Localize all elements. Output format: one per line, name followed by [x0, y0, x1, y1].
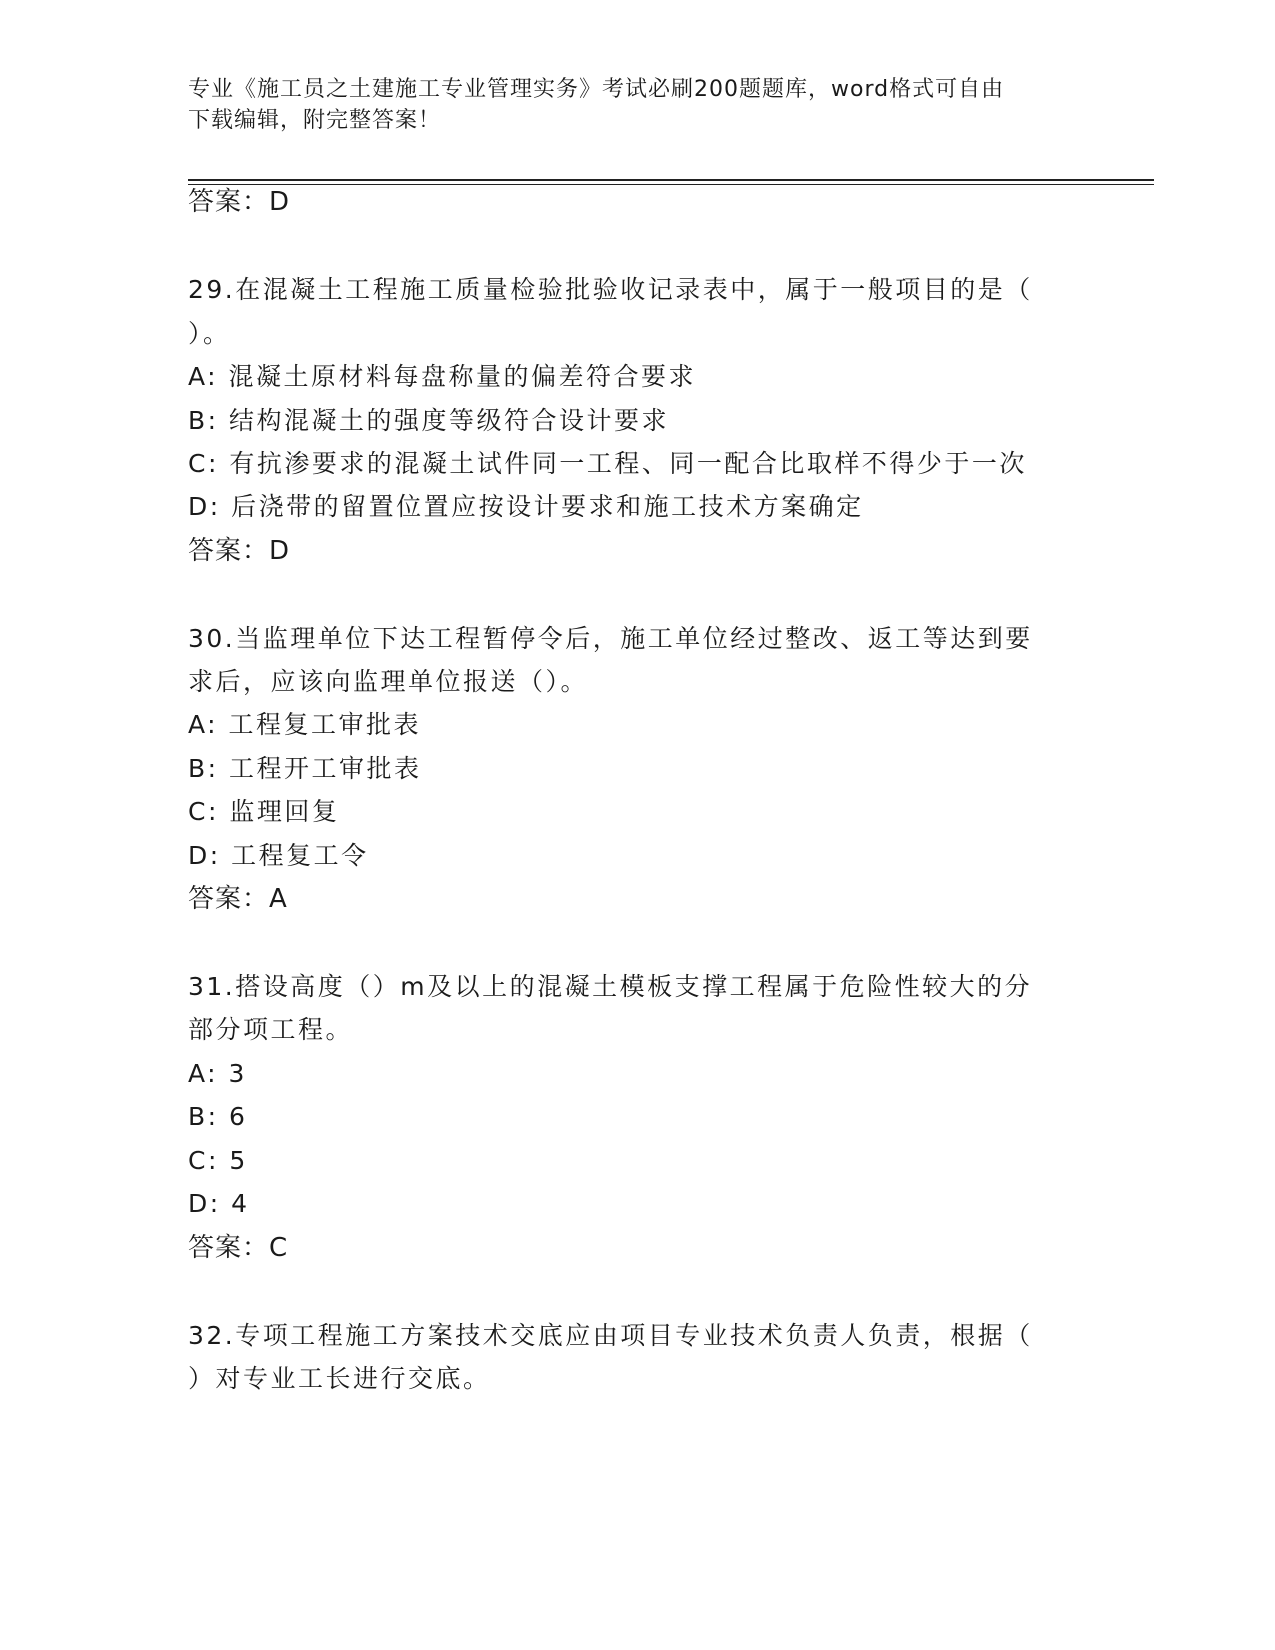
question-30-option-a: A: 工程复工审批表 — [188, 710, 422, 739]
question-30-option-d: D: 工程复工令 — [188, 841, 369, 870]
question-29-stem-line-2: ）。 — [188, 319, 231, 348]
question-30-option-c: C: 监理回复 — [188, 797, 340, 826]
question-31-stem-line-1: 31.搭设高度（）m及以上的混凝土模板支撑工程属于危险性较大的分 — [188, 972, 1033, 1001]
question-31-option-c: C: 5 — [188, 1146, 248, 1175]
question-31-stem-line-2: 部分项工程。 — [188, 1015, 354, 1044]
header-line-1: 专业《施工员之土建施工专业管理实务》考试必刷200题题库，word格式可自由 — [188, 77, 1005, 102]
question-31-option-b: B: 6 — [188, 1102, 248, 1131]
answer-prev: 答案：D — [188, 187, 291, 217]
question-29-answer: 答案：D — [188, 536, 291, 566]
question-29-option-d: D: 后浇带的留置位置应按设计要求和施工技术方案确定 — [188, 492, 864, 521]
question-30-stem-line-2: 求后，应该向监理单位报送（）。 — [188, 667, 589, 696]
question-31-option-d: D: 4 — [188, 1189, 250, 1218]
question-30-option-b: B: 工程开工审批表 — [188, 754, 422, 783]
header-line-2: 下载编辑，附完整答案！ — [188, 108, 442, 133]
header-rule-thin — [188, 184, 1154, 185]
question-29-option-b: B: 结构混凝土的强度等级符合设计要求 — [188, 406, 670, 435]
question-31-option-a: A: 3 — [188, 1059, 247, 1088]
question-29-stem-line-1: 29.在混凝土工程施工质量检验批验收记录表中，属于一般项目的是（ — [188, 275, 1033, 304]
question-29-option-c: C: 有抗渗要求的混凝土试件同一工程、同一配合比取样不得少于一次 — [188, 449, 1027, 478]
question-32-stem-line-2: ）对专业工长进行交底。 — [188, 1364, 491, 1393]
question-29-option-a: A: 混凝土原材料每盘称量的偏差符合要求 — [188, 362, 697, 391]
document-header — [188, 74, 1088, 136]
question-30-stem-line-1: 30.当监理单位下达工程暂停令后，施工单位经过整改、返工等达到要 — [188, 624, 1033, 653]
question-32-stem-line-1: 32.专项工程施工方案技术交底应由项目专业技术负责人负责，根据（ — [188, 1321, 1033, 1350]
header-rule-thick — [188, 179, 1154, 181]
question-30-answer: 答案：A — [188, 884, 288, 914]
question-31-answer: 答案：C — [188, 1233, 289, 1263]
